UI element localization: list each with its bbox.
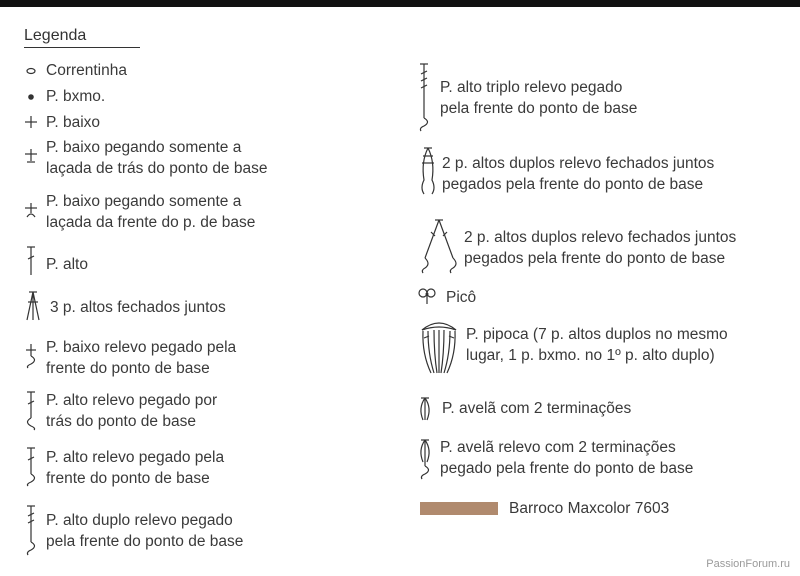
picot-icon <box>417 286 437 306</box>
legend-title: Legenda <box>24 27 87 44</box>
yarn-label: Barroco Maxcolor 7603 <box>509 500 670 517</box>
legend-item-tr-front-post: P. alto duplo relevo pegado pela frente do ponto de base <box>46 512 244 550</box>
legend-item-dc-back-post: P. alto relevo pegado por trás do ponto de base <box>46 392 218 430</box>
top-bar <box>0 0 800 7</box>
yarn-color-swatch <box>420 502 498 515</box>
legend-item-slip-stitch: P. bxmo. <box>46 88 106 105</box>
tr2tog-fp-open-icon <box>417 218 461 276</box>
legend-item-dc-front-post: P. alto relevo pegado pela frente do ponto de base <box>46 449 225 487</box>
chain-icon <box>25 66 37 76</box>
dtr-front-post-icon <box>417 62 431 134</box>
legend-item-chain: Correntinha <box>46 62 127 79</box>
title-underline <box>24 47 140 48</box>
legend-item-dtr-front-post: P. alto triplo relevo pegado pela frente do ponto de base <box>440 79 638 117</box>
sc-back-loop-icon <box>24 148 38 164</box>
sc-front-loop-icon <box>24 202 38 218</box>
puff-front-post-icon <box>417 438 433 482</box>
legend-item-single-crochet: P. baixo <box>46 114 101 131</box>
legend-item-tr2tog-fp-open: 2 p. altos duplos relevo fechados juntos pegados pela frente do ponto de base <box>464 229 737 267</box>
legend-item-double-crochet: P. alto <box>46 256 88 273</box>
legend-item-puff-front-post: P. avelã relevo com 2 terminações pegado pela frente do ponto de base <box>440 439 694 477</box>
puff-icon <box>417 396 433 422</box>
slip-stitch-icon <box>26 92 36 102</box>
legend-item-sc-back-loop: P. baixo pegando somente a laçada de trás do ponto de base <box>46 139 268 177</box>
dc-back-post-icon <box>24 390 38 432</box>
popcorn-icon <box>418 318 460 376</box>
single-crochet-icon <box>24 115 38 129</box>
sc-front-post-icon <box>24 342 38 370</box>
dc-front-post-icon <box>24 446 38 488</box>
tr2tog-fp-closed-icon <box>417 146 439 200</box>
dc3tog-icon <box>24 290 42 322</box>
legend-item-sc-front-loop: P. baixo pegando somente a laçada da frente do p. de base <box>46 193 256 231</box>
watermark: PassionForum.ru <box>706 558 790 570</box>
legend-item-dc3tog: 3 p. altos fechados juntos <box>50 299 226 316</box>
double-crochet-icon <box>25 245 37 277</box>
legend-item-sc-front-post: P. baixo relevo pegado pela frente do ponto de base <box>46 339 237 377</box>
tr-front-post-icon <box>24 504 38 558</box>
legend-item-popcorn: P. pipoca (7 p. altos duplos no mesmo lugar, 1 p. bxmo. no 1º p. alto duplo) <box>466 326 728 364</box>
legend-item-picot: Picô <box>446 289 477 306</box>
legend-item-puff: P. avelã com 2 terminações <box>442 400 632 417</box>
legend-item-tr2tog-fp-closed: 2 p. altos duplos relevo fechados juntos pegados pela frente do ponto de base <box>442 155 715 193</box>
